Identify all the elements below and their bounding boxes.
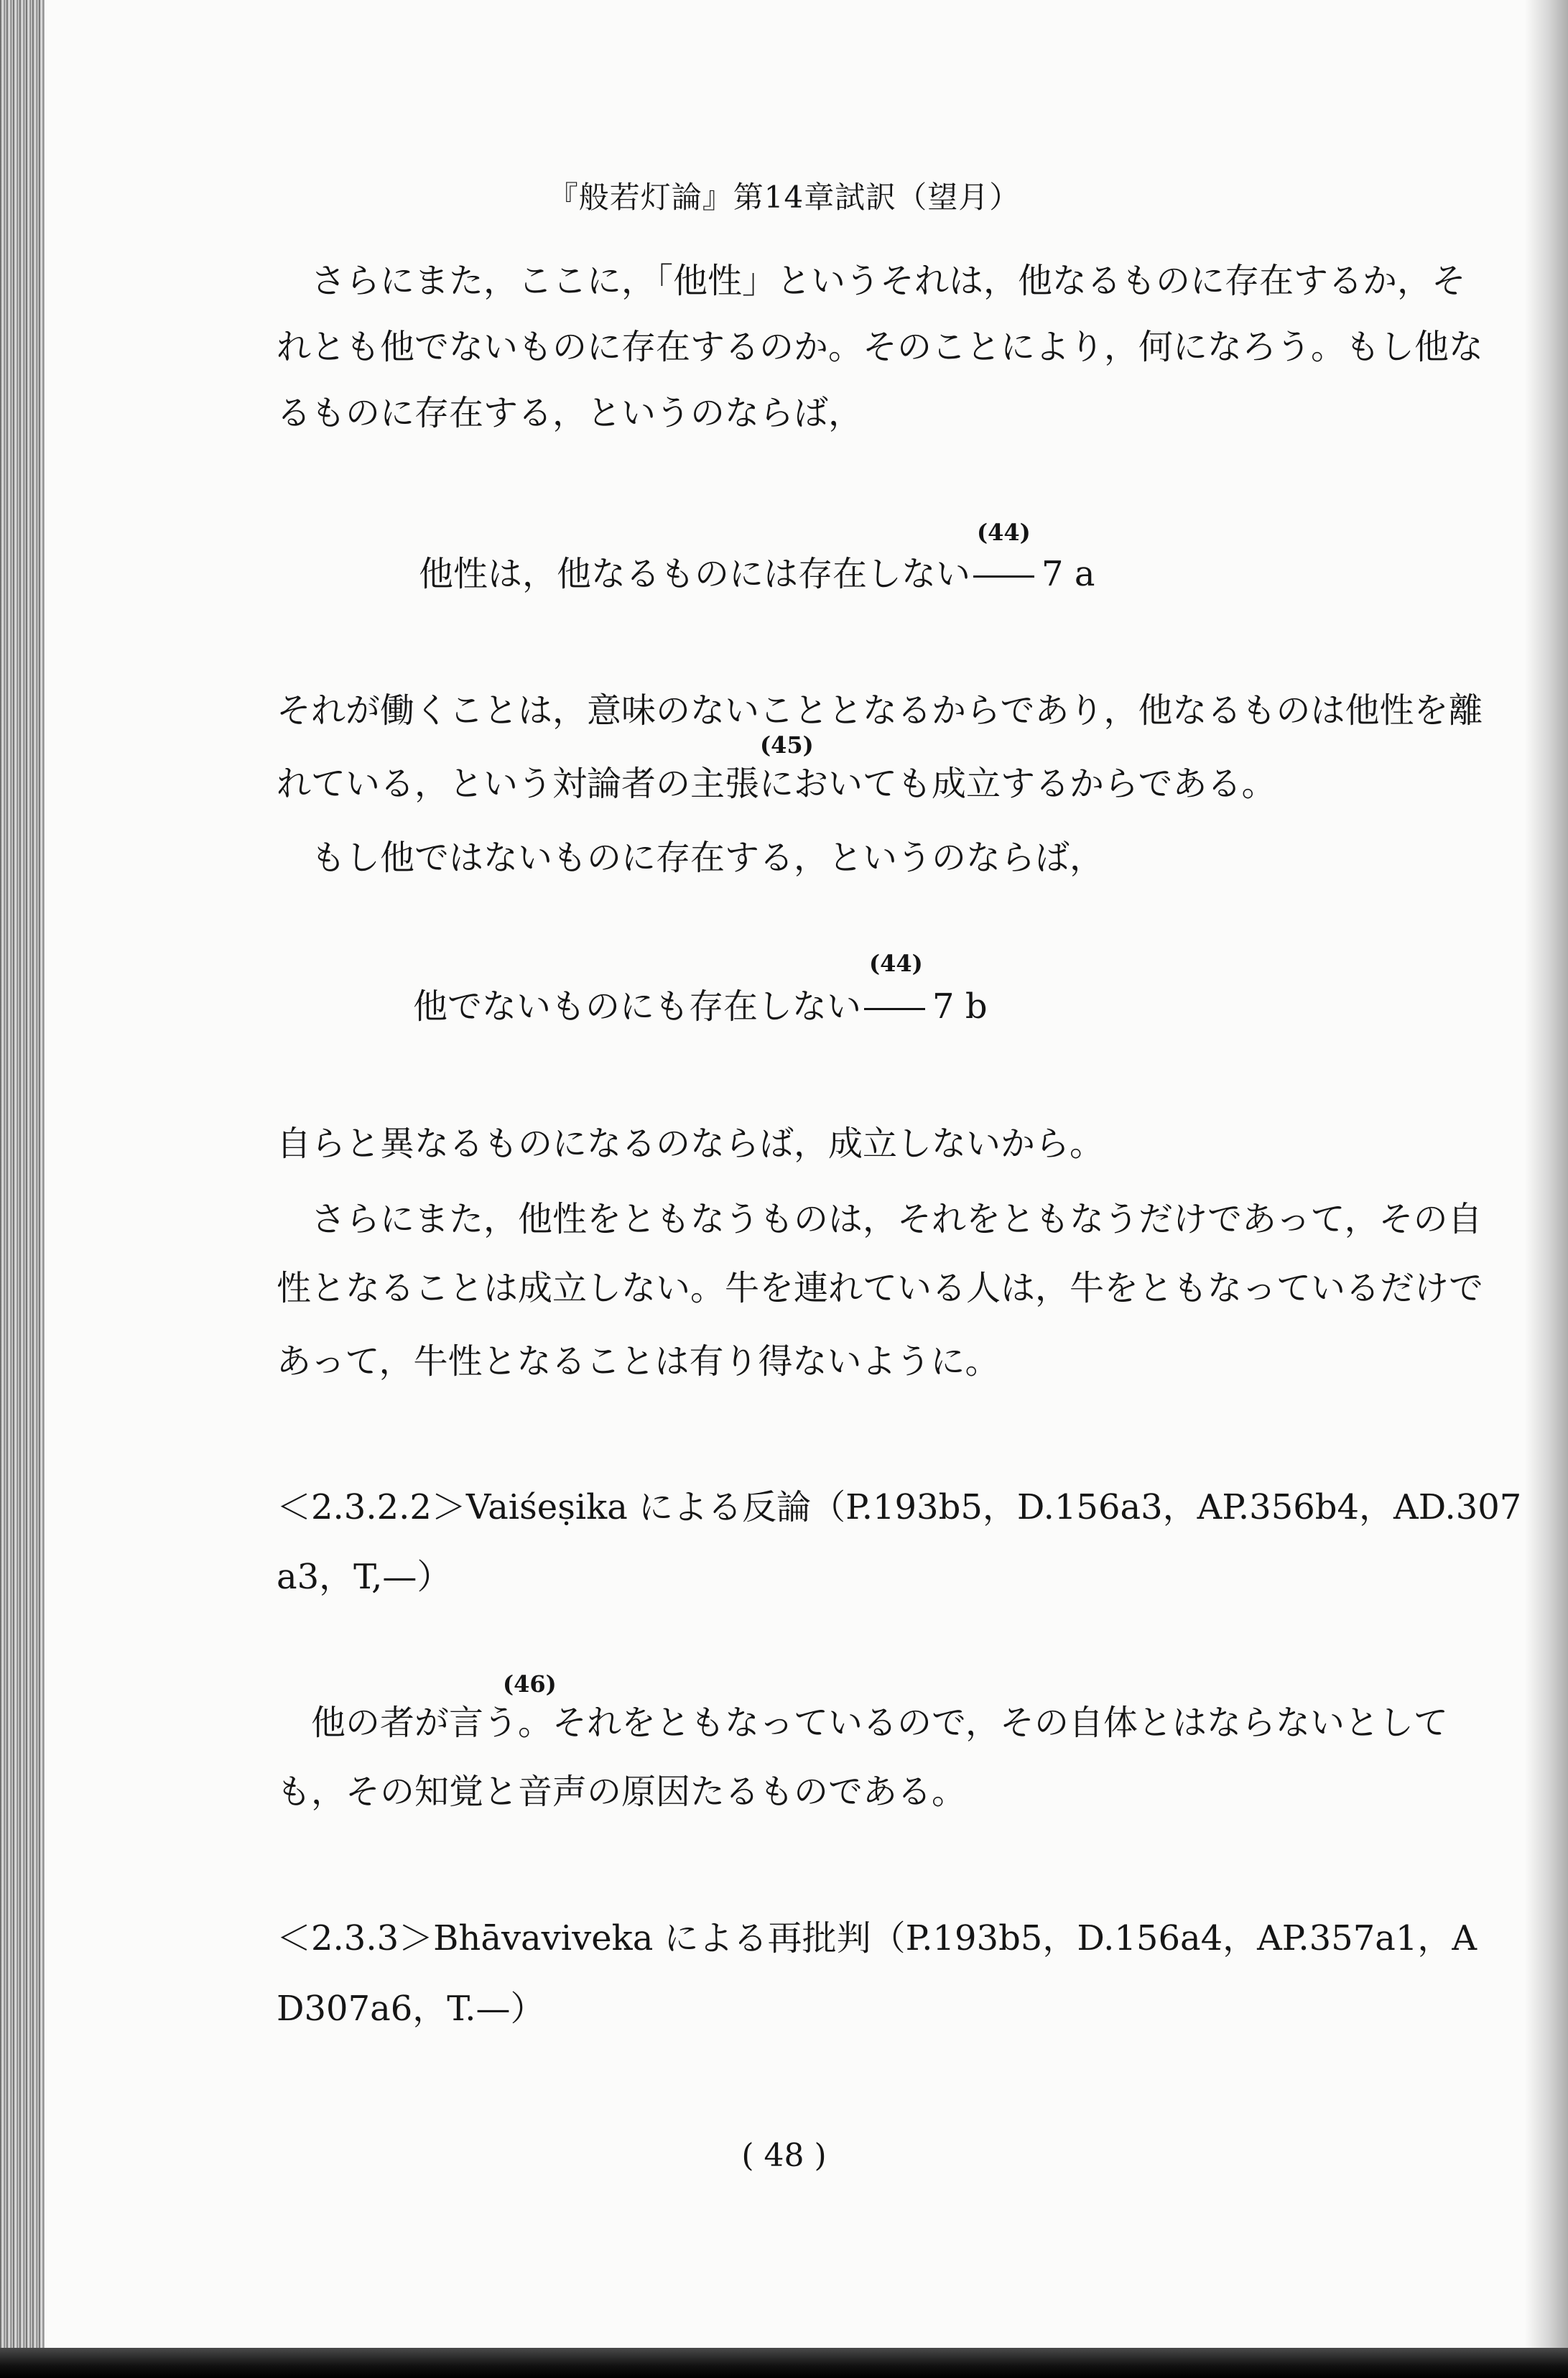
text-span: それをともなっているので，その自体とはならないとして xyxy=(552,1703,1449,1743)
paragraph-line: それが働くことは，意味のないこととなるからであり，他なるものは他性を離 xyxy=(277,690,1483,731)
footnote-ref: (46) xyxy=(503,1670,557,1698)
verse-line xyxy=(413,979,988,1028)
text-span: においても成立するからである。 xyxy=(759,764,1276,804)
paragraph-line: れとも他でないものに存在するのか。そのことにより，何になろう。もし他な xyxy=(277,327,1484,367)
section-heading-cont: D307a6，T.—） xyxy=(277,1989,545,2029)
paragraph-line: 性となることは成立しない。牛を連れている人は，牛をともなっているだけで xyxy=(277,1268,1484,1308)
verse-line xyxy=(419,546,1095,596)
scan-binding-edge xyxy=(0,0,45,2378)
page-number: ( 48 ) xyxy=(741,2137,827,2174)
verse-dash xyxy=(973,575,1034,578)
text-span: れている，という対論者の主張 xyxy=(277,764,760,804)
footnote-ref: (44) xyxy=(869,950,923,977)
scan-bottom-edge xyxy=(0,2348,1568,2378)
paragraph-line xyxy=(277,751,1541,817)
verse-tag: 7 b xyxy=(932,986,988,1027)
paragraph-line: 自らと異なるものになるのならば，成立しないから。 xyxy=(277,1124,1105,1164)
verse-text: 他でないものにも存在しない xyxy=(413,986,862,1027)
paragraph-line: も，その知覚と音声の原因たるものである。 xyxy=(277,1772,967,1812)
paragraph-line: さらにまた，ここに，「他性」というそれは，他なるものに存在するか，そ xyxy=(311,261,1467,301)
paragraph-line: さらにまた，他性をともなうものは，それをともなうだけであって，その自 xyxy=(311,1199,1483,1239)
paragraph-line xyxy=(277,1690,1568,1756)
text-span: 他の者が言う。 xyxy=(311,1703,553,1743)
footnote-ref: (45) xyxy=(760,731,814,759)
running-title: 『般若灯論』第14章試訳（望月） xyxy=(547,180,1021,215)
section-heading-cont: a3，T,—） xyxy=(277,1557,452,1597)
paragraph-line: もし他ではないものに存在する，というのならば， xyxy=(311,838,1105,878)
section-heading: ＜2.3.2.2＞Vaiśeṣika による反論（P.193b5，D.156a3，AP.356b4，AD.307 xyxy=(277,1487,1522,1527)
verse-tag: 7 a xyxy=(1042,554,1095,594)
paragraph-line: るものに存在する，というのならば， xyxy=(277,393,863,433)
paragraph-line: あって，牛性となることは有り得ないように。 xyxy=(277,1341,1000,1382)
verse-text: 他性は，他なるものには存在しない xyxy=(419,554,971,594)
section-heading: ＜2.3.3＞Bhāvaviveka による再批判（P.193b5，D.156a4，AP.357a1，A xyxy=(277,1918,1477,1958)
footnote-ref: (44) xyxy=(977,519,1031,546)
verse-dash xyxy=(864,1008,925,1010)
